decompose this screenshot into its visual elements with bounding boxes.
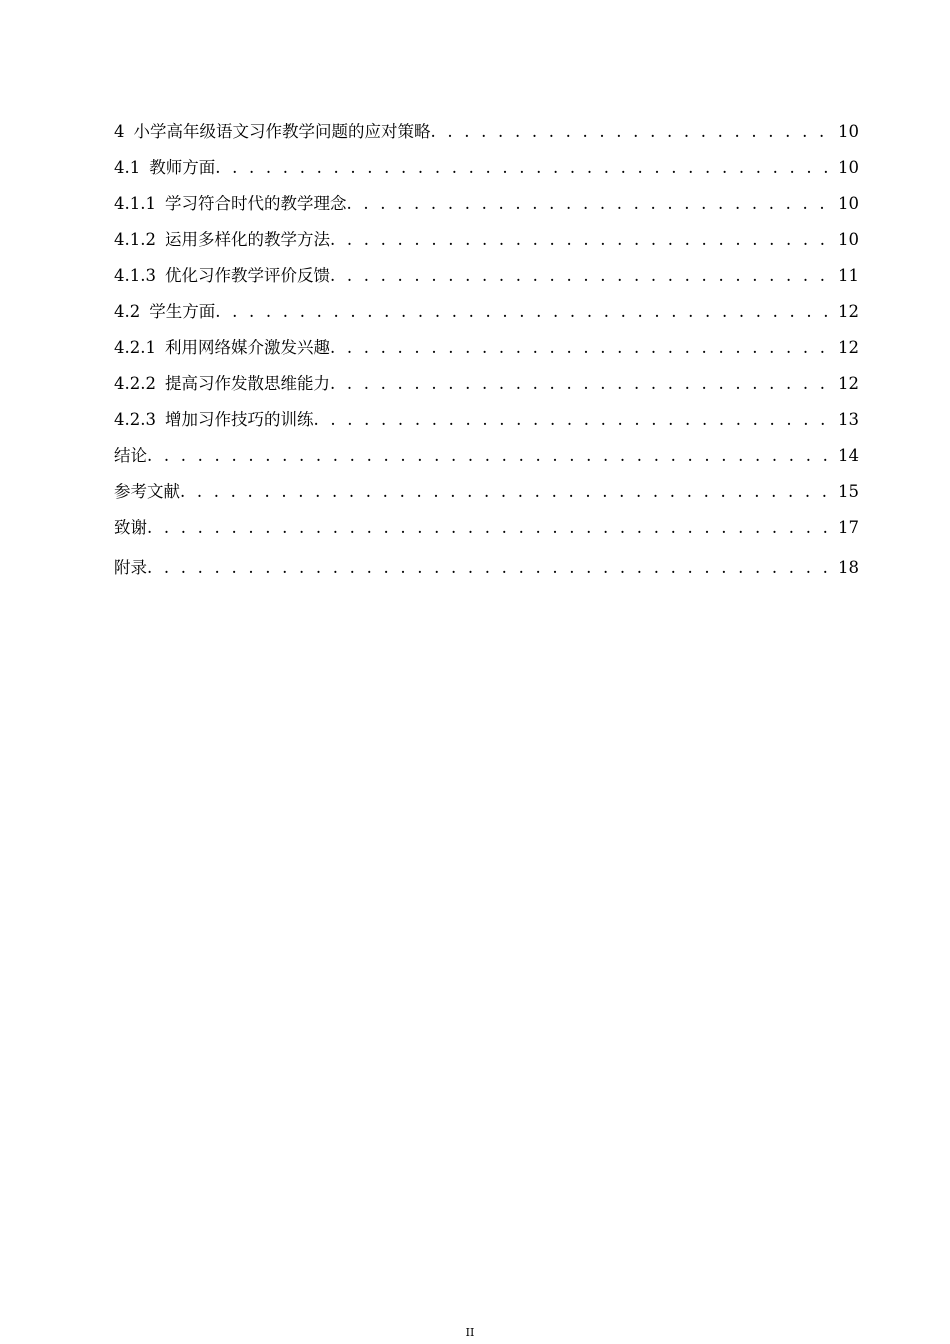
toc-entry[interactable] <box>114 370 859 406</box>
toc-entry-title: 教师方面 <box>149 158 216 177</box>
toc-entry-page: 10 <box>838 230 859 249</box>
toc-entry[interactable] <box>114 334 859 370</box>
toc-dot-leader <box>180 478 836 506</box>
toc-entry-title: 学生方面 <box>149 302 216 321</box>
toc-entry-title: 结论 <box>114 446 147 465</box>
toc-entry-title: 运用多样化的教学方法 <box>164 230 330 249</box>
toc-entry-title: 增加习作技巧的训练 <box>164 410 314 429</box>
toc-entry-number: 4.1.1 <box>114 194 156 213</box>
toc-entry-title: 利用网络媒介激发兴趣 <box>164 338 330 357</box>
toc-entry[interactable] <box>114 190 859 226</box>
toc-entry[interactable] <box>114 226 859 262</box>
page-number-footer: II <box>465 1326 475 1339</box>
toc-dot-leader <box>313 406 836 434</box>
toc-entry-title: 致谢 <box>114 518 147 537</box>
toc-entry-page: 13 <box>838 410 859 429</box>
toc-entry[interactable] <box>114 406 859 442</box>
toc-entry-number: 4.1.2 <box>114 230 156 249</box>
toc-entry[interactable] <box>114 554 859 590</box>
toc-entry[interactable] <box>114 514 859 550</box>
toc-dot-leader <box>330 370 836 398</box>
toc-entry-title: 优化习作教学评价反馈 <box>164 266 330 285</box>
toc-entry-number: 4.2.1 <box>114 338 156 357</box>
toc-entry-number: 4.1.3 <box>114 266 156 285</box>
toc-entry-page: 10 <box>838 122 859 141</box>
toc-entry-title: 附录 <box>114 558 147 577</box>
toc-entry[interactable] <box>114 298 859 334</box>
toc-entry[interactable] <box>114 262 859 298</box>
toc-dot-leader <box>330 226 836 254</box>
toc-entry-number: 4 <box>114 122 125 141</box>
toc-entry-number: 4.2 <box>114 302 141 321</box>
toc-entry-page: 12 <box>838 338 859 357</box>
toc-entry-page: 18 <box>838 558 859 577</box>
toc-entry-page: 15 <box>838 482 859 501</box>
toc-dot-leader <box>147 514 836 542</box>
toc-entry[interactable] <box>114 118 859 154</box>
toc-dot-leader <box>215 154 836 182</box>
toc-entry[interactable] <box>114 154 859 190</box>
toc-entry-title: 提高习作发散思维能力 <box>164 374 330 393</box>
toc-entry-page: 10 <box>838 194 859 213</box>
toc-dot-leader <box>431 118 837 146</box>
toc-entry-page: 11 <box>838 266 859 285</box>
toc-entry-number: 4.1 <box>114 158 141 177</box>
toc-dot-leader <box>147 442 836 470</box>
toc-entry-page: 12 <box>838 302 859 321</box>
toc-entry-title: 小学高年级语文习作教学问题的应对策略 <box>133 122 431 141</box>
toc-entry-page: 14 <box>838 446 859 465</box>
toc-entry[interactable] <box>114 442 859 478</box>
toc-entry[interactable] <box>114 478 859 514</box>
toc-dot-leader <box>346 190 836 218</box>
toc-entry-title: 参考文献 <box>114 482 180 501</box>
toc-entry-number: 4.2.2 <box>114 374 156 393</box>
toc-entry-title: 学习符合时代的教学理念 <box>164 194 347 213</box>
toc-dot-leader <box>330 262 824 290</box>
toc-entry-number: 4.2.3 <box>114 410 156 429</box>
toc-entry-page: 12 <box>838 374 859 393</box>
toc-dot-leader <box>215 298 836 326</box>
toc-entry-page: 17 <box>838 518 859 537</box>
toc-dot-leader <box>330 334 836 362</box>
toc-entry-page: 10 <box>838 158 859 177</box>
toc-dot-leader <box>147 554 836 582</box>
table-of-contents <box>114 118 859 590</box>
